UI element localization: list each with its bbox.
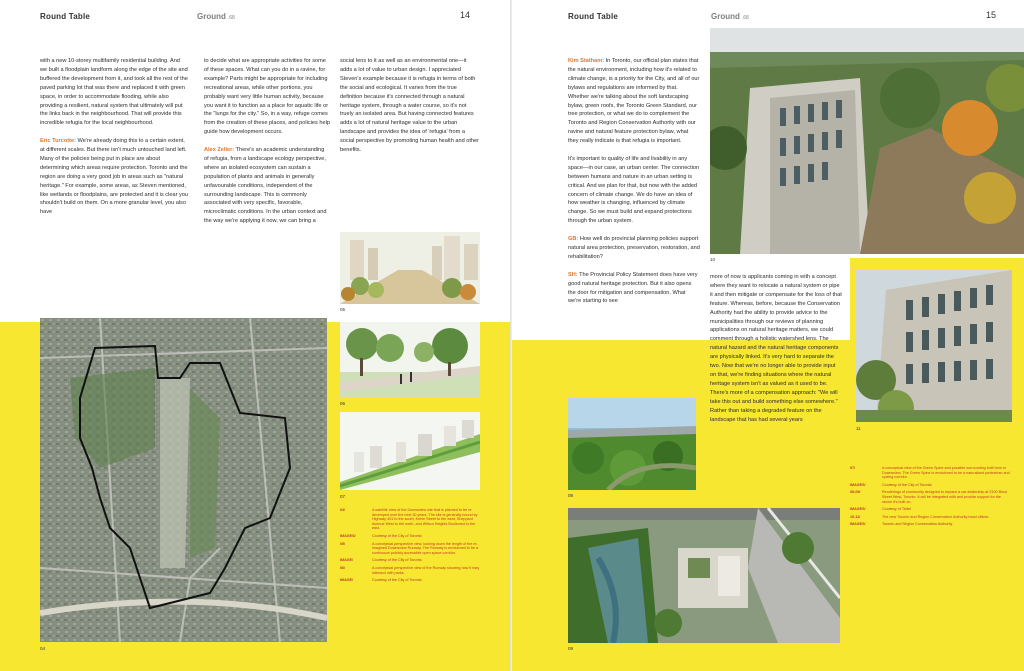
paragraph: with a new 10-storey multifamily residential building. And we built a floodplain landform along the edge of the site and buffered the development from it, and took all the rest of the paved parking lot that was there and replaced it with green space, in order to accommodate flooding, while also providing a resilient, natural system that ultimately will put the links back in the neighbourhood. That will provide this incredible refugia for the local neighbourhood. [40, 58, 188, 127]
paragraph: social lens to it as well as an environmental one—it adds a lot of value to urban design. I appreciated Steven's example because it is refugia in terms of both the social and ecological. It varies from the true definition because it's connected through a natural heritage system, through a water course, so it's not truely an isolated area. But having connected features adds a lot of natural heritage value to the urban landscape and provides the idea of 'refugia' from a social perspective by promoting human health and other benefits. [340, 58, 479, 154]
caption-credit: IMAGE/ Courtesy of the City of Toronto [340, 578, 422, 583]
paragraph: SH: The Provincial Policy Statement does have very good natural heritage protection. But it also opens the door for mitigation and compensation. What we're starting to see [568, 271, 698, 305]
paragraph: Eric Turcotte: We're already doing this to a certain extent, at different scales. But there isn't much untouched land left. Many of the policies being put in place are about determining which areas require protection. Toronto and the region are doing a very good job in areas such as "natural heritage." For example, some areas, as Steven mentioned, like wetlands or floodplains, are protected and it is clear you shouldn't build on them. On a more granular level, you also have [40, 138, 189, 216]
caption: 06/ A conceptual perspective view of the Runway showing how it may intersect with parks. [340, 565, 480, 575]
text-column-2 [710, 273, 842, 433]
magazine-logo: Ground .68 [711, 12, 749, 21]
paragraph: to decide what are appropriate activities for some of these spaces. What can you do in a ravine, for example? Parts might be appropriate for including recreational areas, while other portions, you probably want very little human activity, because you want it to function as a place for aquatic life or the "lungs for the city." So, in a way, refuge comes from the creation of these places, and policies help guide how development occurs. [204, 58, 330, 136]
page-number: 14 [460, 10, 471, 20]
section-title: Round Table [40, 12, 91, 21]
figure-number: 10 [710, 257, 716, 262]
right-page [512, 0, 1024, 671]
figure-number: 09 [568, 646, 574, 651]
figure-number: 08 [568, 493, 574, 498]
figure-number: 04 [40, 646, 46, 651]
text-column-2 [204, 57, 330, 235]
figure-number: 06 [340, 401, 346, 406]
figure-number: 05 [340, 307, 346, 312]
paragraph: It's important to quality of life and livability in any space—in our case, an urban center. The connection between humans and nature in an urban setting is critical. And we plan for that, but now with the added concern of climate change. We do have an idea of how weather is changing, influenced by climate change. So we must build and expand protections through the urban system. [568, 155, 700, 225]
runway-perspective-image [340, 232, 480, 304]
text-column-1 [40, 57, 188, 226]
figure-number: 07 [340, 494, 346, 499]
page-number: 15 [986, 10, 997, 20]
caption-credit: IMAGES/ Toronto and Region Conservation Authority [850, 522, 953, 527]
caption: 07/ A conceptual view of the Green Spine and possible surrounding built form in Downsview. The Green Spine is envisioned to be a naturalized pedestrian and cycling corridor. [850, 466, 1010, 480]
satellite-map-image [40, 318, 327, 642]
paragraph: more of now is applicants coming in with a concept where they want to relocate a natural system or pipe it and then mitigate or compensate for the loss of that feature. Whereas, before, because the Conservation Authority had the ability to provide advice to the municipalities through our reviews of planning applications on natural heritage matters, we could comment through a holistic watershed lens. The natural hazard and the natural heritage components are physically linked. It's very hard to separate the two. Now that we're no longer able to provide input on that, we're finding situations where the natural heritage system isn't as valued as it used to be. There's more of a compensation approach: "We will take this out and build something else somewhere." Rather than taking a degraded feature on the landscape that has had several years [710, 274, 842, 423]
paragraph: Alex Zeller: There's an academic understanding of refugia, from a landscape ecology perspective, where an isolated ecosystem can sustain a population of plants and animals in generally unfavourable conditions, independent of the surrounding landscape. This is commonly associated with very specific, favorable, microclimatic conditions. In the urban context and the way we're applying it now, we can bring a [204, 147, 327, 225]
runway-parks-image [340, 322, 480, 397]
captions-right [850, 466, 1010, 530]
ravine-aerial-photo [568, 398, 696, 490]
text-column-1 [568, 57, 700, 315]
paragraph: Kim Statham: In Toronto, our official plan states that the natural environment, including how it's related to climate change, is a priority for the City, and all of our bylaws and regulations are informed by that. Whether we're talking about the soft landscaping bylaw, green roofs, the Toronto Green Standard, our tree protection, or what we do to complement the Toronto and Region Conservation Authority with our ravine and natural feature protection bylaw, what they really indicate is that refugia is important. [568, 58, 700, 145]
caption-credit: IMAGES/ Courtesy of the City of Toronto [340, 533, 422, 538]
figure-number: 11 [856, 426, 861, 431]
caption-credit: IMAGES/ Courtesy of the City of Toronto [850, 482, 932, 487]
green-spine-image [340, 412, 480, 490]
site-rendering-image [568, 508, 840, 643]
section-title: Round Table [568, 12, 619, 21]
captions-left [340, 508, 480, 586]
trca-building-photo [710, 28, 1024, 254]
magazine-logo: Ground .68 [197, 12, 235, 21]
caption-credit: IMAGE/ Courtesy of the City of Toronto [340, 558, 422, 563]
caption: 10-11/ The new Toronto and Region Conservation Authority head offices. [850, 514, 990, 519]
text-column-3 [340, 57, 480, 164]
caption: 08-09/ Renderings of community designed to replace a car dealership at 3100 Bloor Street West, Toronto. It will be integrated with and provide support for the ravine it's built on. [850, 490, 1008, 504]
caption: 05/ A conceptual perspective view, looking down the length of the re-imagined Downsview Runway. The Runway is envisioned to be a continuous publicly accessible open space corridor. [340, 541, 479, 555]
paragraph: GB: How well do provincial planning policies support natural area protection, preservation, restoration, and rehabilitation? [568, 236, 700, 260]
caption: 04/ A satellite view of the Downsview site that is planned to be re-developed over the next 30 years. The site is generally bound by Highway 401 to the south, Keele Street to the west, Sheppard Avenue West to the north, and Wilson Heights Boulevard to the east. [340, 508, 478, 531]
caption-credit: IMAGES/ Courtesy of Tridel [850, 507, 911, 512]
trca-facade-photo [856, 270, 1012, 422]
